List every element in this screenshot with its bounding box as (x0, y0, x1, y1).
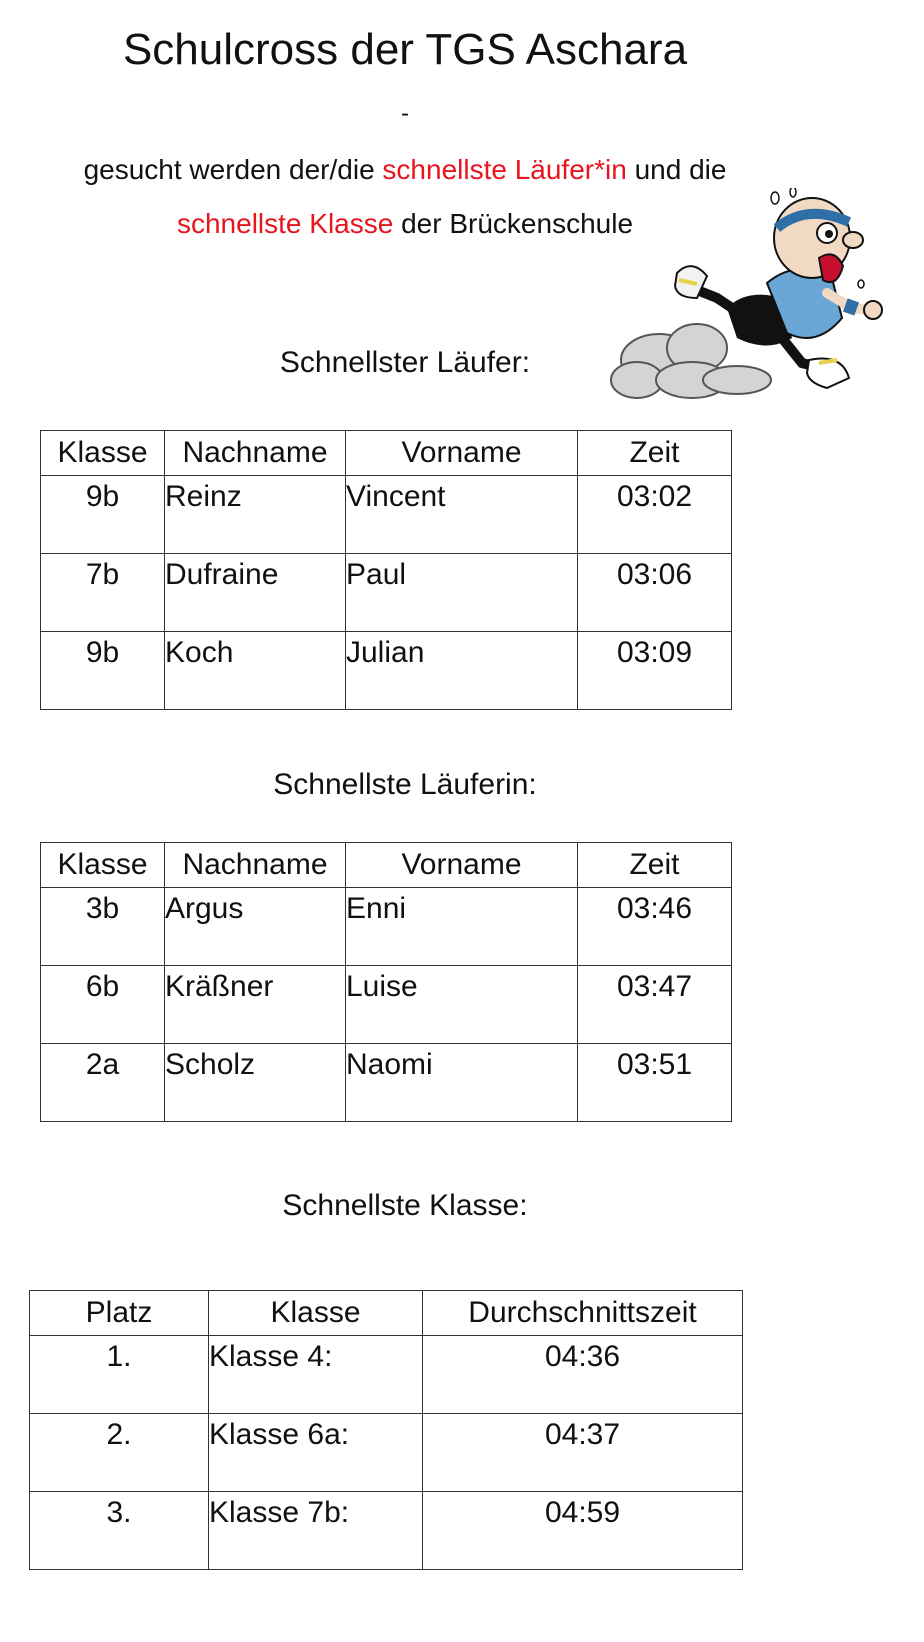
column-header: Nachname (165, 431, 346, 476)
subtitle-text: der Brückenschule (393, 208, 634, 239)
cell-time: 03:02 (578, 476, 732, 554)
column-header: Platz (30, 1291, 209, 1336)
table-row (41, 1044, 732, 1122)
table-row (30, 1336, 743, 1414)
column-header: Vorname (346, 431, 578, 476)
cell-class: 6b (41, 966, 165, 1044)
cell-class: Klasse 7b: (209, 1492, 423, 1570)
subtitle-line-1 (0, 152, 810, 188)
cell-time: 03:06 (578, 554, 732, 632)
column-header: Durchschnittszeit (423, 1291, 743, 1336)
cell-time: 03:46 (578, 888, 732, 966)
column-header: Nachname (165, 843, 346, 888)
cell-lastname: Scholz (165, 1044, 346, 1122)
column-header: Zeit (578, 431, 732, 476)
cell-time: 03:51 (578, 1044, 732, 1122)
cell-time: 03:47 (578, 966, 732, 1044)
subtitle-highlight-class: schnellste Klasse (176, 208, 394, 239)
column-header: Klasse (41, 843, 165, 888)
boys-results-table (40, 430, 732, 710)
cell-class: 3b (41, 888, 165, 966)
cell-rank: 1. (30, 1336, 209, 1414)
section-heading-girls: Schnellste Läuferin: (273, 768, 537, 801)
cell-lastname: Kräßner (165, 966, 346, 1044)
cell-firstname: Paul (346, 554, 578, 632)
cell-firstname: Julian (346, 632, 578, 710)
class-results-table (29, 1290, 743, 1570)
cell-class: Klasse 4: (209, 1336, 423, 1414)
table-header-row (41, 431, 732, 476)
cell-lastname: Koch (165, 632, 346, 710)
cell-class: Klasse 6a: (209, 1414, 423, 1492)
title-dash: - (401, 100, 409, 127)
cell-rank: 3. (30, 1492, 209, 1570)
running-cartoon-icon (597, 188, 897, 418)
table-row (41, 476, 732, 554)
cell-firstname: Luise (346, 966, 578, 1044)
cell-firstname: Enni (346, 888, 578, 966)
table-row (41, 888, 732, 966)
cell-average-time: 04:59 (423, 1492, 743, 1570)
column-header: Klasse (209, 1291, 423, 1336)
subtitle-text: gesucht werden der/die (83, 154, 383, 185)
subtitle-highlight-runner: schnellste Läufer*in (382, 154, 627, 185)
table-header-row (41, 843, 732, 888)
cell-lastname: Reinz (165, 476, 346, 554)
page-title: Schulcross der TGS Aschara (122, 25, 688, 74)
cell-class: 9b (41, 632, 165, 710)
table-row (41, 966, 732, 1044)
table-row (41, 554, 732, 632)
table-row (41, 632, 732, 710)
cell-rank: 2. (30, 1414, 209, 1492)
girls-results-table (40, 842, 732, 1122)
section-heading-classes: Schnellste Klasse: (282, 1189, 528, 1222)
section-heading-boys: Schnellster Läufer: (279, 346, 531, 379)
table-row (30, 1414, 743, 1492)
subtitle-text: und die (626, 154, 727, 185)
cell-class: 2a (41, 1044, 165, 1122)
column-header: Zeit (578, 843, 732, 888)
cell-class: 7b (41, 554, 165, 632)
cell-firstname: Vincent (346, 476, 578, 554)
column-header: Vorname (346, 843, 578, 888)
table-row (30, 1492, 743, 1570)
cell-average-time: 04:36 (423, 1336, 743, 1414)
cell-time: 03:09 (578, 632, 732, 710)
cell-average-time: 04:37 (423, 1414, 743, 1492)
cell-firstname: Naomi (346, 1044, 578, 1122)
cell-class: 9b (41, 476, 165, 554)
cell-lastname: Argus (165, 888, 346, 966)
column-header: Klasse (41, 431, 165, 476)
table-header-row (30, 1291, 743, 1336)
cell-lastname: Dufraine (165, 554, 346, 632)
